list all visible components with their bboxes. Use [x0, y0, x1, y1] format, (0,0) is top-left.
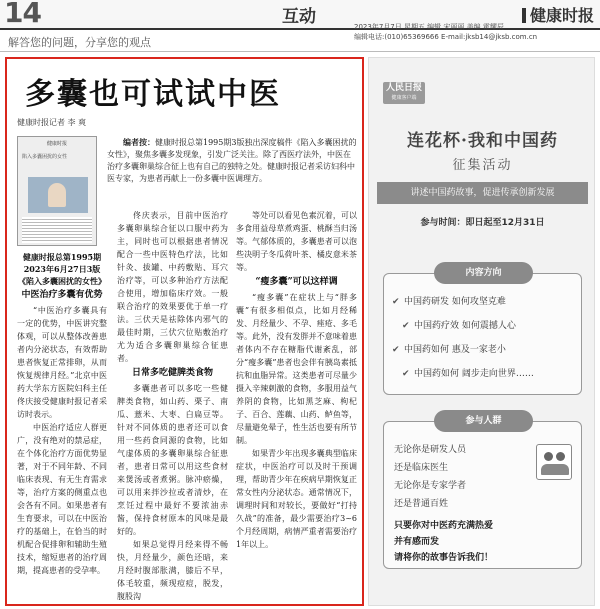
slogan-row [0, 23, 600, 52]
direction-item [392, 342, 506, 355]
brand-bar-icon [522, 8, 526, 23]
logo-sub-text: 健康客户端 [391, 95, 417, 101]
people-icon [536, 444, 572, 480]
section-title: 互动 [282, 7, 316, 27]
direction-item [402, 366, 534, 379]
paragraph: “中医治疗多囊具有一定的优势，中医讲究整体观，可以从整体改善患者内分泌状态，有效帮助患者恢复正常排卵，从而恢复规律月经。”北京中医药大学东方医院妇科主任佟庆接受健康时报记者采访时表示。 [17, 306, 107, 419]
checkmark-icon: ✔ [402, 369, 410, 379]
campaign-advertisement [368, 57, 595, 606]
subhead-tcm-advantage: 中医治疗多囊有优势 [21, 290, 103, 300]
paragraph: 中医治疗适应人群更广，没有绝对的禁忌症，在个体化治疗方面优势显著，对于不同年龄、不同临床表现、有无生育需求等，治疗方案的侧重点也会各有不同。如果患者有生育要求，可以在中医治疗的基础上，在恰当的时机配合促排卵和辅助生殖技术，缩短患者的治疗周期，提高患者的受孕率。 [17, 423, 107, 575]
paragraph: “瘦多囊”在症状上与“胖多囊”有很多相似点，比如月经稀发、月经量少、不孕、痤疮、多毛等。此外，没有发胖并不意味着患者体内不存在糖脂代谢紊乱，部分“瘦多囊”患者也会伴有胰岛素抵抗和血脂异常。这类患者可尽量少摄入辛辣刺激的食物，多服用益气养阴的食物，比如黑芝麻、枸杞子、百合、莲藕、山药、鲈鱼等，尽量避免晕子，性生活也要有所节制。 [236, 293, 357, 445]
direction-text: 中国药研发 如何攻坚克难 [404, 297, 506, 307]
content-direction-box [383, 268, 582, 395]
column-1-intro: 健康时报总第1995期2023年6月27日3版《陷入多囊困扰的女性》 [18, 252, 106, 286]
editor-note-text: 健康时报总第1995期3版独出深度稿件《陷入多囊困扰的女性》，聚焦多囊多发现象，引发广泛关注。除了西医疗法外，中医在治疗多囊卵巢综合征上也有自己的独特之处。健康时报记者采访妇科中医专家，为患者再献上一份多囊中医调理方。 [107, 138, 357, 183]
direction-item [402, 318, 516, 331]
paragraph: 如果总觉得月经来得不畅快，月经量少，颜色还暗，来月经时腹部胀满，膝后不早，体毛较重，频现痘痘，脱发，腹股沟 [117, 540, 228, 601]
edition-meta [354, 22, 594, 42]
newspaper-clipping-image [17, 136, 97, 246]
campaign-subtitle: 征集活动 [452, 158, 513, 173]
paragraph: 多囊患者可以多吃一些健脾类食物，如山药、栗子、南瓜、薏米、大枣、白扁豆等。针对不同体质的患者还可以食用一些药食同源的食物，比如气虚体质的多囊卵巢综合征患者，患者日常可以用这些食材来煲汤或者煮粥。脉冲瘀燥，可以用来拌沙拉或者清炒，在烹饪过程中最好不要浓油赤酱，保持食材原本的风味是最好的。 [117, 384, 228, 536]
article-column-1 [17, 251, 107, 603]
logo-main-text: 人民日报 [385, 83, 422, 93]
people-daily-health-logo [383, 82, 425, 104]
direction-text: 中国药如何 阔步走向世界…… [414, 369, 534, 379]
slogan: 解答您的问题，分享您的观点 [8, 36, 151, 49]
clipping-caption: 陷入多囊困扰的女性 [22, 154, 68, 160]
direction-text: 中国药如何 惠及一家老小 [404, 345, 506, 355]
page-number: 14 [4, 0, 41, 29]
clipping-masthead: 健康时报 [46, 141, 67, 147]
campaign-tagline: 讲述中国药故事，促进传承创新发展 [377, 182, 588, 204]
participant-line: 还是临床医生 [394, 463, 449, 473]
paragraph: 佟庆表示，目前中医治疗多囊卵巢综合征以口服中药为主，同时也可以根据患者情况配合一些中医特色疗法，比如针灸、拔罐、中药敷贴、耳穴治疗等，可以多种治疗方法配合使用，增加临床疗效。一般联合治疗的效果要优于单一疗法。三伏天是祛除体内邪气的最佳时期，三伏穴位贴敷治疗尤为适合多囊卵巢综合征患者。 [117, 211, 228, 363]
phone-line: 编辑电话:(010)65369666 E-mail:jksb14@jksb.com.cn [354, 33, 538, 41]
direction-text: 中国药疗效 如何震撼人心 [414, 321, 516, 331]
footer-line: 并有感而发 [394, 537, 440, 547]
editor-note-label: 编者按： [123, 137, 155, 147]
brand-name: 健康时报 [529, 6, 594, 25]
subhead-diet: 日常多吃健脾类食物 [131, 368, 213, 378]
campaign-time: 参与时间：即日起至12月31日 [420, 218, 545, 228]
checkmark-icon: ✔ [392, 297, 400, 307]
checkmark-icon: ✔ [392, 345, 400, 355]
checkmark-icon: ✔ [402, 321, 410, 331]
editor-note [107, 136, 357, 185]
article-frame [5, 57, 364, 606]
subhead-thin-pcos: “瘦多囊”可以这样调 [255, 277, 338, 287]
footer-line: 只要你对中医药充满热爱 [394, 521, 494, 531]
clipping-photo [28, 177, 88, 213]
article-column-2 [117, 209, 228, 603]
direction-item [392, 294, 506, 307]
article-column-3 [236, 209, 357, 603]
article-byline: 健康时报记者 李 爽 [17, 118, 87, 127]
participants-tab: 参与人群 [434, 410, 533, 432]
article-headline: 多囊也可试试中医 [25, 77, 281, 112]
participant-line: 还是普通百姓 [394, 499, 449, 509]
campaign-title: 连花杯·我和中国药 [407, 131, 558, 151]
date-line: 2023年7月7日 星期五 编辑 宋丽丽 美编 霍耀辰 [354, 23, 504, 31]
footer-line: 请将你的故事告诉我们！ [394, 553, 494, 563]
clipping-text-lines [22, 217, 92, 243]
paragraph: 等处可以看见色素沉着，可以多食用益母草煮鸡蛋、桃酥当归汤等。气郁体质的，多囊患者可以泡些决明子冬瓜荷叶茶、橘皮意米茶等。 [236, 211, 357, 272]
content-direction-tab: 内容方向 [434, 262, 533, 284]
paragraph: 如果青少年出现多囊典型临床症状，中医治疗可以及时干预调理，帮助青少年在疾病早期恢复正常女性内分泌状态。通常情况下，调理时间和对较长，要做好“打持久战”的准备，最少需要治疗3~6个月经周期，病情严重者需要治疗1年以上。 [236, 449, 357, 549]
participant-line: 无论你是专家学者 [394, 481, 467, 491]
participant-line: 无论你是研发人员 [394, 445, 467, 455]
participants-box [383, 416, 582, 569]
